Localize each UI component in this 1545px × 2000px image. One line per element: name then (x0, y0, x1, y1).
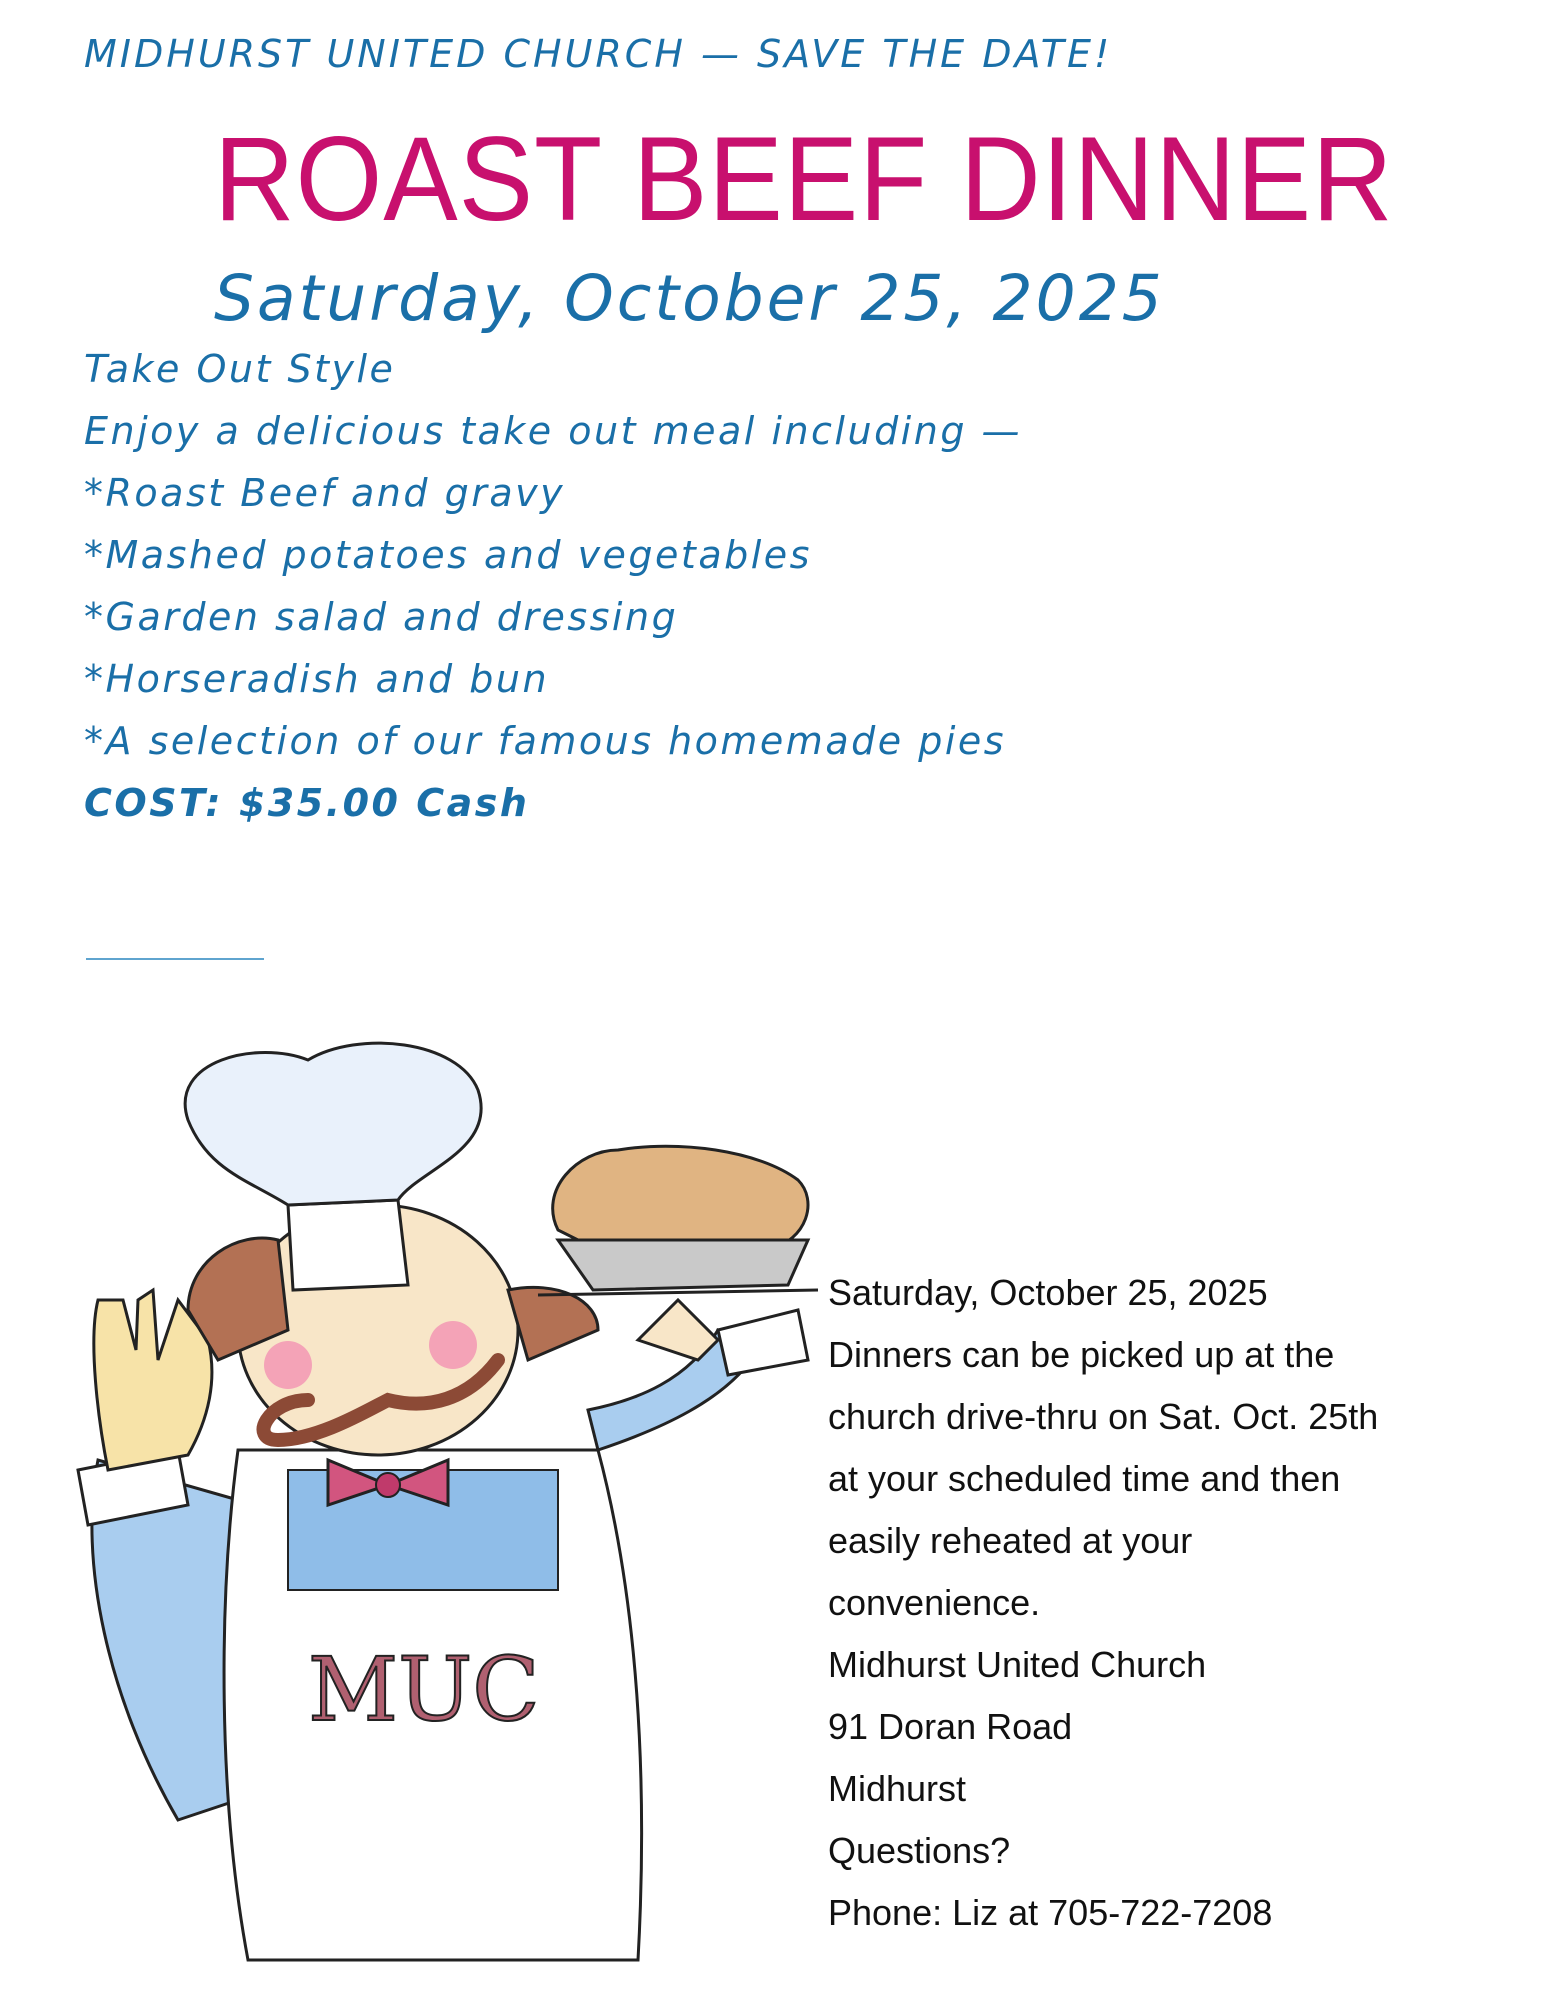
apron-text: MUC (308, 1638, 540, 1741)
menu-item: *Mashed potatoes and vegetables (84, 533, 812, 577)
pickup-info (828, 1262, 1468, 1944)
street-address: 91 Doran Road (828, 1706, 1073, 1747)
town: Midhurst (828, 1768, 967, 1809)
info-line: Dinners can be picked up at the (828, 1334, 1335, 1375)
header-eyebrow: MIDHURST UNITED CHURCH — SAVE THE DATE! (84, 32, 1113, 76)
menu-item: *Garden salad and dressing (84, 595, 679, 639)
menu-item: *A selection of our famous homemade pies (84, 719, 1007, 763)
info-line: Saturday, October 25, 2025 (828, 1272, 1268, 1313)
info-line: convenience. (828, 1582, 1041, 1623)
questions-label: Questions? (828, 1830, 1011, 1871)
cost: COST: $35.00 Cash (84, 781, 530, 825)
service-style: Take Out Style (84, 347, 396, 391)
divider (86, 958, 264, 960)
menu-item: *Horseradish and bun (84, 657, 550, 701)
info-line: easily reheated at your (828, 1520, 1193, 1561)
menu-intro: Enjoy a delicious take out meal including — (84, 409, 1023, 453)
info-line: church drive-thru on Sat. Oct. 25th (828, 1396, 1379, 1437)
church-name: Midhurst United Church (828, 1644, 1207, 1685)
contact-phone: Phone: Liz at 705-722-7208 (828, 1892, 1273, 1933)
chef-apron-letters (308, 1638, 540, 1741)
event-details (84, 342, 1022, 838)
event-date: Saturday, October 25, 2025 (214, 262, 1165, 335)
menu-item: *Roast Beef and gravy (84, 471, 566, 515)
info-line: at your scheduled time and then (828, 1458, 1341, 1499)
event-title: ROAST BEEF DINNER (214, 112, 1394, 246)
